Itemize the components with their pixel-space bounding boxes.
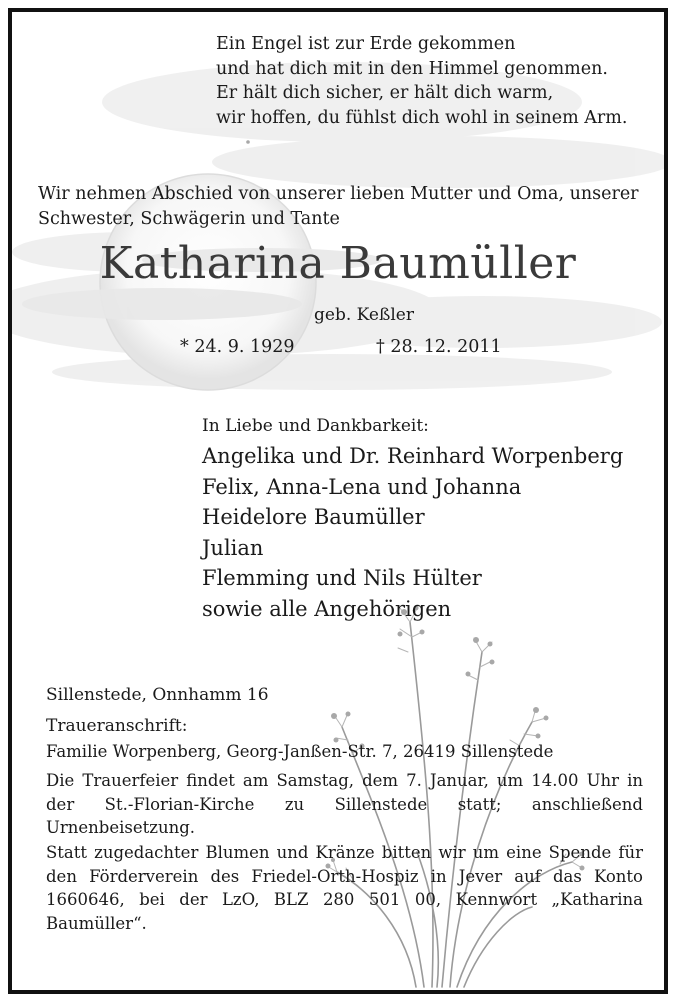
poem-line: Ein Engel ist zur Erde gekommen [216,34,516,54]
mourner-name: sowie alle Angehörigen [202,596,452,621]
mourner-name: Flemming und Nils Hülter [202,566,482,590]
death-date: † 28. 12. 2011 [376,337,502,357]
funeral-info: Die Trauerfeier findet am Samstag, dem 7. Januar, um 14.00 Uhr in der St.-Florian-Kirche zu Sillenstede statt; anschließend Urnenbeisetzung. [46,771,643,837]
donation-info: Statt zugedachter Blumen und Kränze bitten wir um eine Spende für den Förderverein des Friedel-Orth-Hospiz in Jever auf das Konto 1660646, bei der LzO, BLZ 280 501 00, Kennwort „Katharina Baumüller“. [46,843,643,933]
mourner-name: Felix, Anna-Lena und Johanna [202,474,522,499]
mourner-name: Julian [202,535,264,560]
farewell-intro [38,182,639,232]
mourners-heading: In Liebe und Dankbarkeit: [202,416,429,436]
mourning-address: Familie Worpenberg, Georg-Janßen-Str. 7, 26419 Sillenstede [46,742,554,761]
obituary-notice [8,8,668,994]
mourner-name: Heidelore Baumüller [202,505,425,529]
intro-line: Schwester, Schwägerin und Tante [38,209,340,229]
birth-name: geb. Keßler [314,305,414,325]
intro-line: Wir nehmen Abschied von unserer lieben Mutter und Oma, unserer [38,184,639,204]
poem-line: und hat dich mit in den Himmel genommen. [216,58,608,79]
family-address: Sillenstede, Onnhamm 16 [46,685,269,705]
poem-line: Er hält dich sicher, er hält dich warm, [216,83,554,103]
deceased-name: Katharina Baumüller [99,238,577,289]
mourner-name: Angelika und Dr. Reinhard Worpenberg [202,444,624,468]
birth-date: * 24. 9. 1929 [180,337,295,357]
poem [216,32,627,130]
mourning-address-label: Traueranschrift: [46,716,188,736]
poem-line: wir hoffen, du fühlst dich wohl in seinem Arm. [216,107,628,128]
mourners-list [202,441,623,624]
